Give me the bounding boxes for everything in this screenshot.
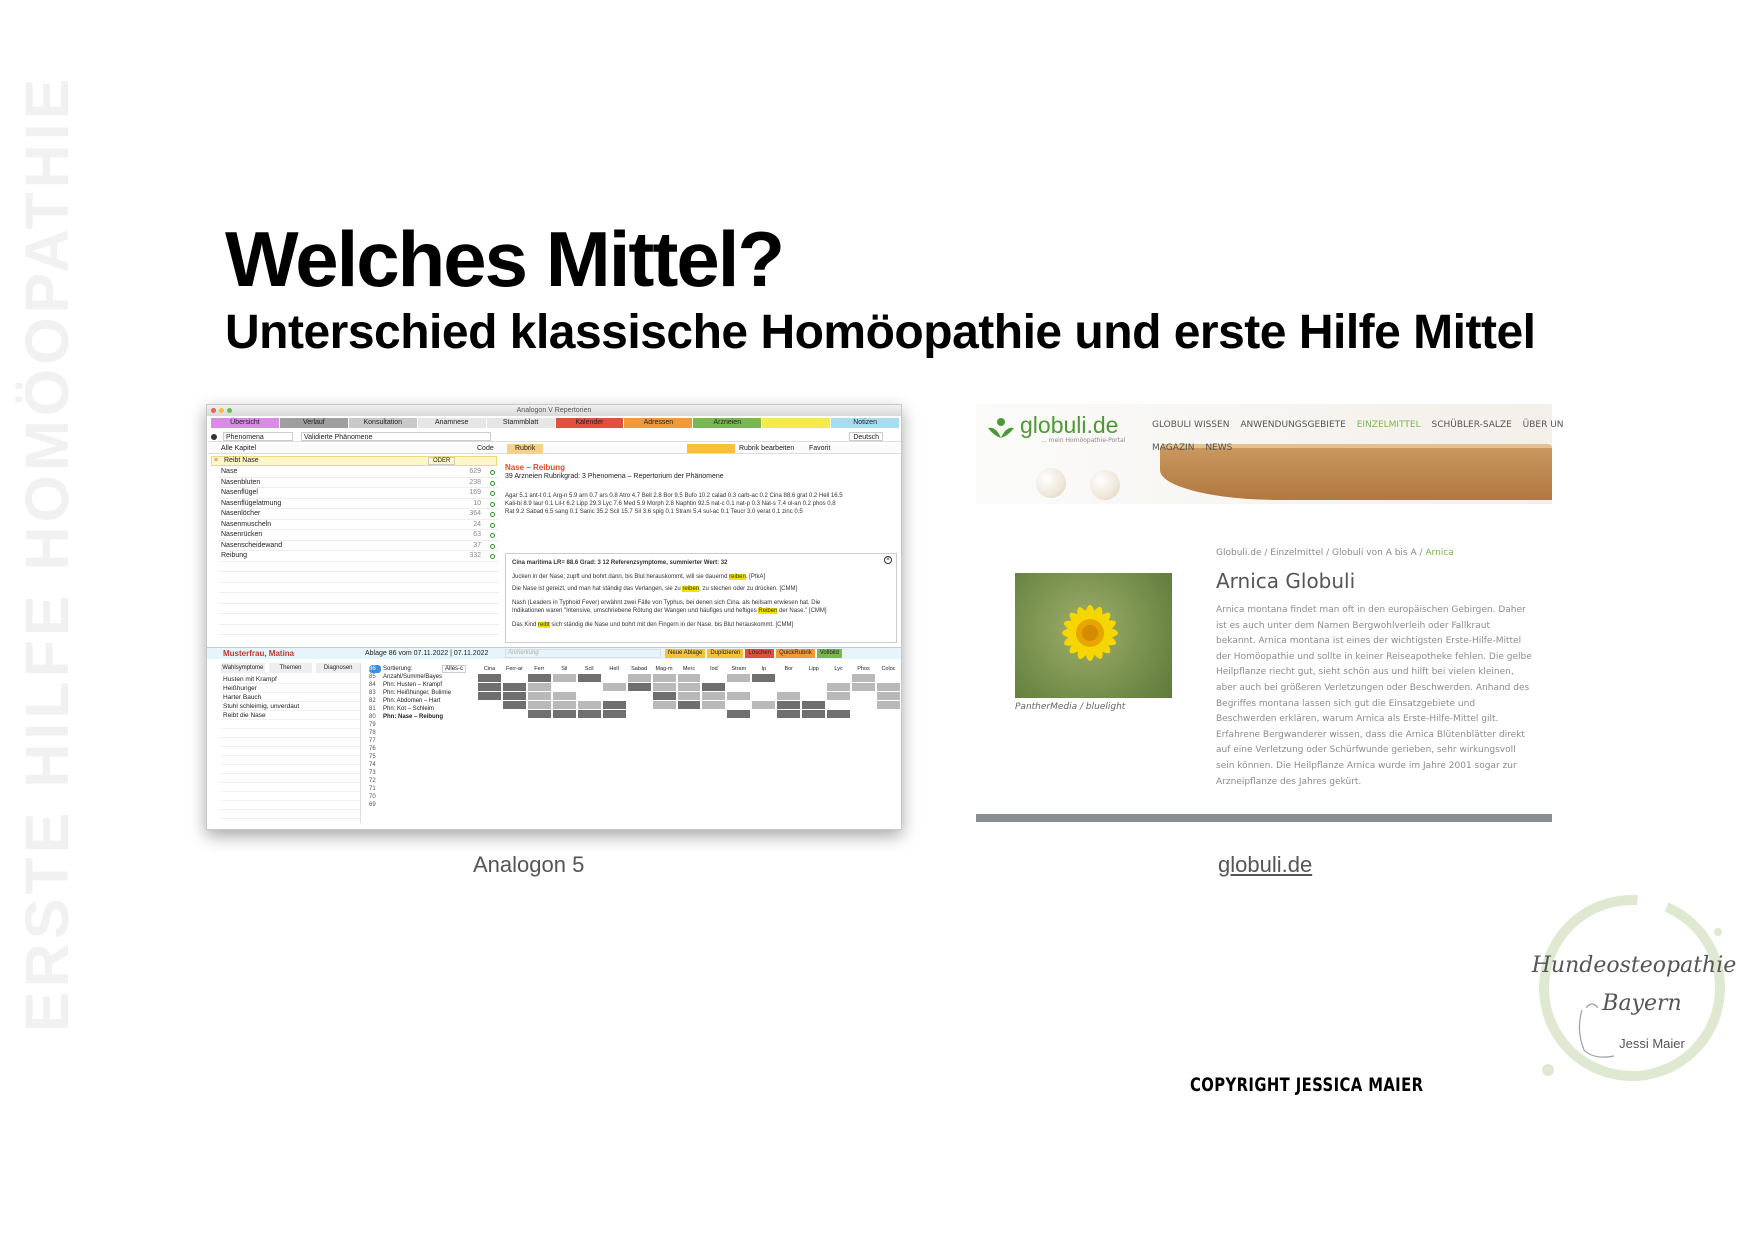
grid-cell[interactable] [877,692,900,700]
ablage-number[interactable]: 85 [369,674,376,680]
grid-cell[interactable] [877,674,900,682]
ablage-button[interactable]: QuickRubrik [776,649,815,658]
grid-cell[interactable] [578,683,601,691]
side-title: ERSTE HILFE HOMÖOPATHIE [13,74,81,1032]
grid-cell[interactable] [702,674,725,682]
grid-cell[interactable] [727,701,750,709]
grid-row [477,683,901,691]
grid-cell[interactable] [553,674,576,682]
empty-row [221,738,360,747]
rubric-label: Nasenscheidewand [221,541,283,549]
breadcrumb[interactable]: Globuli.de / Einzelmittel / Globuli von A bis A / Arnica [1216,548,1454,558]
symptom-tab[interactable]: Diagnosen [316,663,360,673]
grid-cell[interactable] [678,710,701,718]
code-button[interactable]: Code [477,445,494,452]
grid-cell[interactable] [603,674,626,682]
grid-cell[interactable] [702,710,725,718]
grid-cell[interactable] [653,674,676,682]
remedy-line: Rat 9.2 Sabad 6.5 sang 0.1 Sanic 35.2 Scil 15.7 Sil 3.6 spig 0.1 Stram 5.4 sul-ac 0.1 Teucr 3.0 verat 0.1 zinc 0.5 [505,509,803,515]
grid-cell[interactable] [852,710,875,718]
grid-cell[interactable] [827,674,850,682]
sort-select[interactable]: Alles-c [442,665,466,673]
ablage-number[interactable]: 71 [369,786,376,792]
grid-cell[interactable] [503,692,526,700]
grid-header[interactable]: Merc [682,666,696,672]
grid-cell[interactable] [777,674,800,682]
globule-image [1090,470,1120,500]
grid-cell[interactable] [752,683,775,691]
rubric-item[interactable] [219,467,499,478]
ablage-number[interactable]: 83 [369,690,376,696]
ablage-number[interactable]: 70 [369,794,376,800]
add-circle-icon[interactable] [490,533,495,538]
grid-cell[interactable] [852,692,875,700]
rubric-label: Nase [221,468,238,475]
globuli-screenshot [976,404,1564,822]
grid-row [477,710,901,718]
grid-cell[interactable] [653,710,676,718]
grid-header[interactable]: Ferr-ar [506,666,523,672]
grid-cell[interactable] [678,683,701,691]
ablage-number[interactable]: 74 [369,762,376,768]
nav-item[interactable]: GLOBULI WISSEN [1152,420,1230,430]
grid-cell[interactable] [752,674,775,682]
rubric-label: Nasenlöcher [221,510,261,517]
grid-row [477,692,901,700]
wooden-spoon-image [1160,448,1552,500]
reference-line: Jucken in der Nase; zupft und bohrt dann, bis Blut herauskommt, will sie dauernd reiben. [PtkA] [512,574,766,580]
ablage-number[interactable]: 79 [369,722,376,728]
tab-arzneien[interactable]: Arzneien [693,418,761,428]
grid-cell[interactable] [553,701,576,709]
symptom-item[interactable]: Stuhl schleimig, unverdaut [221,702,360,711]
empty-row [221,801,360,810]
page-title: Arnica Globuli [1216,569,1356,593]
grid-header[interactable]: Sabad [631,666,648,672]
grid-cell[interactable] [802,692,825,700]
rubric-title: Nase – Reibung [505,463,566,472]
nav-item[interactable]: ANWENDUNGSGEBIETE [1240,420,1346,430]
rubric-item[interactable] [219,541,499,552]
tab-übersicht[interactable]: Übersicht [211,418,279,428]
empty-row [219,583,499,594]
search-row [209,432,901,442]
grid-cell[interactable] [603,683,626,691]
grid-cell[interactable] [528,674,551,682]
reference-line: Indikationen waren "Intensive, umschriebene Rötung der Wangen und häufiges und heftiges Reiben der Nase." [CMM] [512,608,827,614]
grid-cell[interactable] [553,710,576,718]
ablage-number[interactable]: 78 [369,730,376,736]
rubric-count: 37 [473,541,481,549]
grid-cell[interactable] [553,692,576,700]
patient-name[interactable]: Musterfrau, Matina [223,649,295,658]
grid-cell[interactable] [727,710,750,718]
grid-cell[interactable] [827,692,850,700]
ablage-numbers [369,665,381,809]
grid-cell[interactable] [628,683,651,691]
ablage-number[interactable]: 72 [369,778,376,784]
remedy-line: Agar 5.1 ant-t 0.1 Arg-n 5.9 arn 0.7 ars 0.8 Atro 4.7 Bell 2.8 Bor 9.5 Bufo 10.2 calad 0.3 carb-ac 0.2 Cina 88.6 grat 0.2 Hell 16.5 [505,493,843,499]
grid-cell[interactable] [653,701,676,709]
remedy-detail-panel [505,553,897,643]
ablage-buttons [665,649,842,658]
phenomena-select[interactable]: Phenomena [223,432,293,441]
close-icon[interactable]: × [884,556,892,564]
grid-cell[interactable] [777,710,800,718]
grid-cell[interactable] [777,692,800,700]
grid-cell[interactable] [628,674,651,682]
empty-row [221,792,360,801]
grid-header[interactable]: Stram [731,666,747,672]
clear-icon[interactable]: × [214,457,219,464]
main-tabs [211,418,899,428]
grid-cell[interactable] [628,701,651,709]
add-circle-icon[interactable] [490,470,495,475]
empty-row [221,729,360,738]
sort-line: Phn: Heißhunger, Bulimie [383,690,452,696]
rubric-item[interactable] [219,520,499,531]
grid-cell[interactable] [777,683,800,691]
grid-header[interactable]: Ip [761,666,767,672]
grid-cell[interactable] [752,710,775,718]
grid-cell[interactable] [478,701,501,709]
search-term: Reibt Nase [224,457,259,464]
grid-header[interactable]: Lyc [834,666,843,672]
sort-line: Phn: Abdomen – Hart [383,698,441,704]
rubric-count: 24 [473,520,481,528]
rubric-label: Nasenmuscheln [221,520,272,528]
globule-image [1036,468,1066,498]
grid-cell[interactable] [503,701,526,709]
symptom-tab[interactable]: Wahlsymptome [222,665,264,671]
grid-cell[interactable] [777,701,800,709]
secondary-nav [1152,443,1240,453]
grid-cell[interactable] [852,683,875,691]
rubric-count: 364 [469,510,481,517]
hundeosteopathie-logo [1502,880,1747,1095]
ablage-number[interactable]: 69 [369,802,376,808]
grid-cell[interactable] [678,692,701,700]
add-circle-icon[interactable] [490,481,495,486]
ablage-button[interactable]: Vollbild [817,649,842,658]
ablage-number[interactable]: 80 [369,714,376,720]
sort-line: Phn: Husten – Krampf [383,682,443,688]
grid-cell[interactable] [478,710,501,718]
globuli-link[interactable]: globuli.de [1218,852,1313,877]
add-circle-icon[interactable] [490,544,495,549]
grid-header[interactable]: Cina [483,666,496,672]
rubric-info: 39 Arzneien Rubrikgrad: 3 Phenomena – Repertorium der Phänomene [505,473,724,480]
add-circle-icon[interactable] [490,502,495,507]
empty-row [219,593,499,604]
add-circle-icon[interactable] [490,512,495,517]
grid-cell[interactable] [528,710,551,718]
rubric-label: Nasenbluten [221,478,261,486]
site-logo[interactable]: globuli.de [1020,412,1119,438]
gear-icon[interactable] [211,434,217,440]
rubric-item[interactable] [219,488,499,499]
empty-row [219,562,499,573]
symptom-item[interactable]: Harter Bauch [221,693,360,702]
grid-cell[interactable] [802,701,825,709]
article-body: Arnica montana findet man oft in den europäischen Gebirgen. Daher ist es auch unter dem Namen Bergwohlverleih oder Fallkraut bekannt. Arnica montana ist eines der wichtigsten Erste-Hilfe-Mittel der Homöopathie und sollte in keiner Reiseapotheke fehlen. Die gelbe Heilpflanze riecht gut, sieht schön aus und hilft bei vielen kleinen, aber auch bei größeren Verletzungen oder Beschwerden. Anhand des Begriffes montana lassen sich gut die Einsatzgebiete und Beschwerden erklären, warum Arnica als Erste-Hilfe-Mittel gilt. Erfahrene Bergwanderer wissen, dass die Arnica Blütenblätter direkt auf eine Verletzung oder Schürfwunde gerieben, sehr wirkungsvoll sein können. Die Heilpflanze Arnica wurde im Jahre 2001 sogar zur Arzneipflanze des Jahres gekürt. [1216,605,1532,787]
ablage-number[interactable]: 75 [369,754,376,760]
sort-line: Phn: Kot – Schleim [383,706,435,712]
favorit-button[interactable]: Favorit [809,445,831,452]
ablage-info: Ablage 86 vom 07.11.2022 | 07.11.2022 [365,650,489,657]
rubric-count: 169 [469,489,481,496]
minimize-dot-icon[interactable] [219,408,224,413]
language-select[interactable]: Deutsch [849,432,883,441]
tab-blank[interactable] [762,418,830,428]
grid-cell[interactable] [802,710,825,718]
empty-row [221,783,360,792]
rubric-count: 629 [469,468,481,475]
rubric-count: 10 [473,499,481,507]
rubric-label: Nasenflügelatmung [221,499,282,507]
nav-item-active[interactable]: EINZELMITTEL [1356,420,1421,430]
site-header [976,404,1564,504]
grid-cell[interactable] [553,683,576,691]
chapter-row [209,444,901,454]
grid-cell[interactable] [678,674,701,682]
grid-header[interactable]: Coloc [881,666,896,672]
anmerkung-input[interactable]: Anmerkung [505,649,661,658]
tab-notizen[interactable]: Notizen [831,418,899,428]
grid-cell[interactable] [852,674,875,682]
symptom-item[interactable]: Heißhunger [221,684,360,693]
grid-header[interactable]: Sil [561,666,568,672]
grid-cell[interactable] [603,692,626,700]
grid-cell[interactable] [503,674,526,682]
sort-label: Sortierung: [383,666,413,672]
grid-header[interactable]: Iod [710,666,718,672]
analogon-screenshot [206,404,902,830]
tab-kalender[interactable]: Kalender [556,418,624,428]
grid-cell[interactable] [802,674,825,682]
tab-anamnese[interactable]: Anamnese [418,418,486,428]
add-circle-icon[interactable] [490,554,495,559]
nav-item[interactable]: SCHÜBLER-SALZE [1431,420,1512,430]
empty-row [219,625,499,636]
grid-header[interactable]: Bor [784,666,793,672]
grid-cell[interactable] [678,701,701,709]
sort-column [383,665,473,721]
rubric-item[interactable] [219,499,499,510]
ablage-number[interactable]: 86 [369,665,381,673]
grid-cell[interactable] [528,701,551,709]
grid-cell[interactable] [628,692,651,700]
grid-cell[interactable] [578,710,601,718]
logo-line1: Hundeosteopathie [1531,953,1737,978]
grid-cell[interactable] [827,683,850,691]
window-title: Analogon V Repertorien [516,407,592,414]
symptom-tab[interactable]: Themen [269,663,313,673]
symptom-list [221,663,361,823]
grid-cell[interactable] [478,674,501,682]
reference-line: Das Kind reibt sich ständig die Nase und bohrt mit den Fingern in der Nase, bis Blut herauskommt. [CMM] [512,622,794,628]
grid-header[interactable]: Lipp [808,666,819,672]
grid-cell[interactable] [852,701,875,709]
grid-cell[interactable] [578,701,601,709]
logo-line2: Bayern [1602,991,1682,1016]
tab-verlauf[interactable]: Verlauf [280,418,348,428]
window-title-bar [207,405,901,416]
grid-cell[interactable] [877,683,900,691]
sort-line: Anzahl/Summe/Bayes [383,674,443,680]
grid-cell[interactable] [503,683,526,691]
add-circle-icon[interactable] [490,523,495,528]
grid-row [477,674,901,682]
maximize-dot-icon[interactable] [227,408,232,413]
grid-cell[interactable] [752,692,775,700]
grid-header[interactable]: Ferr [534,666,545,672]
grid-cell[interactable] [727,683,750,691]
ablage-number[interactable]: 84 [369,682,376,688]
rubric-item[interactable] [219,530,499,541]
sort-line: Phn: Nase – Reibung [383,714,444,720]
close-dot-icon[interactable] [211,408,216,413]
rubric-label: Nasenflügel [221,489,258,496]
grid-cell[interactable] [528,692,551,700]
ablage-number[interactable]: 82 [369,698,376,704]
photo-credit: PantherMedia / bluelight [1015,702,1126,712]
scrollbar[interactable] [976,814,1552,822]
grid-cell[interactable] [752,701,775,709]
phenomena-filter-select[interactable]: Validierte Phänomene [301,432,491,441]
repertorisation-grid [477,665,901,735]
grid-cell[interactable] [727,674,750,682]
empty-row [221,756,360,765]
grid-cell[interactable] [578,674,601,682]
grid-cell[interactable] [802,683,825,691]
rubrik-edit-button[interactable]: Rubrik bearbeiten [739,445,795,452]
grid-cell[interactable] [827,710,850,718]
ablage-number[interactable]: 81 [369,706,376,712]
nav-item[interactable]: ÜBER UN [1522,420,1564,430]
rubrik-button[interactable]: Rubrik [507,444,543,454]
grid-row [477,701,901,709]
symptom-item[interactable]: Husten mit Krampf [221,675,360,684]
empty-row [219,572,499,583]
copyright: COPYRIGHT JESSICA MAIER [1190,1074,1424,1096]
remedy-line: Kali-bi 8.9 laur 0.1 Lil-t 6.2 Lipp 29.3 Lyc 7.6 Med 5.9 Morph 2.8 Naphtin 92.5 nat-c 0.1 nat-p 0.3 Nat-s 7.4 ol-an 0.2 phos 0.8 [505,501,836,507]
grid-cell[interactable] [528,683,551,691]
ablage-number[interactable]: 77 [369,738,376,744]
empty-row [221,774,360,783]
grid-cell[interactable] [603,710,626,718]
empty-row [219,614,499,625]
slide-title: Welches Mittel? [225,215,784,303]
grid-cell[interactable] [478,683,501,691]
analogon-caption: Analogon 5 [473,852,585,877]
rubric-item[interactable] [219,551,499,562]
main-nav [1152,420,1572,430]
grid-cell[interactable] [827,701,850,709]
grid-header[interactable]: Mag-m [655,666,673,672]
symptom-item[interactable]: Reibt die Nase [221,711,360,720]
grid-cell[interactable] [702,701,725,709]
ablage-number[interactable]: 73 [369,770,376,776]
highlight-button[interactable] [687,444,735,453]
empty-row [221,765,360,774]
rubric-count: 63 [473,531,481,538]
ablage-button[interactable]: Löschen [745,649,774,658]
rubric-label: Reibung [221,552,248,559]
tab-adressen[interactable]: Adressen [624,418,692,428]
ablage-button[interactable]: Neue Ablage [665,649,705,658]
slide-subtitle: Unterschied klassische Homöopathie und erste Hilfe Mittel [225,306,1536,359]
grid-cell[interactable] [653,692,676,700]
grid-cell[interactable] [702,692,725,700]
grid-cell[interactable] [877,701,900,709]
arnica-flower-image [1015,573,1172,698]
rubric-list [219,467,499,635]
chapter-select[interactable]: Alle Kapitel [221,445,257,452]
grid-cell[interactable] [727,692,750,700]
rubric-label: Nasenrücken [221,531,263,538]
grid-cell[interactable] [578,692,601,700]
empty-row [221,720,360,729]
grid-cell[interactable] [503,710,526,718]
empty-row [221,747,360,756]
grid-cell[interactable] [653,683,676,691]
grid-cell[interactable] [702,683,725,691]
rubric-item[interactable] [219,509,499,520]
reference-line: Die Nase ist gereizt, und man hat ständig das Verlangen, sie zu reiben, zu stechen oder zu drücken. [CMM] [512,586,798,592]
grid-cell[interactable] [478,692,501,700]
reference-line: Nash (Leaders in Typhoid Fever) erwähnt zwei Fälle von Typhus, bei denen sich Cina. als heilsam erwiesen hat. Die [512,600,821,606]
grid-header[interactable]: Scil [584,666,594,672]
search-term-row[interactable] [211,456,497,466]
grid-cell[interactable] [877,710,900,718]
tab-konsultation[interactable]: Konsultation [349,418,417,428]
grid-cell[interactable] [603,701,626,709]
empty-row [219,604,499,615]
grid-cell[interactable] [628,710,651,718]
remedy-detail-header: Cina maritima LR= 88.6 Grad: 3 12 Referenzsymptome, summierter Wert: 32 [512,560,728,566]
rubric-count: 332 [469,552,481,559]
rubric-item[interactable] [219,478,499,489]
logo-line3: Jessi Maier [1619,1036,1685,1051]
rubric-count: 238 [469,478,481,486]
oder-button[interactable]: ODER [428,457,455,465]
leaf-logo-icon [986,414,1016,440]
ablage-number[interactable]: 76 [369,746,376,752]
ablage-button[interactable]: Duplizieren [707,649,743,658]
grid-header[interactable]: Phos [857,666,870,672]
add-circle-icon[interactable] [490,491,495,496]
empty-row [221,810,360,819]
nav-item[interactable]: NEWS [1205,443,1233,453]
nav-item[interactable]: MAGAZIN [1152,443,1195,453]
grid-header[interactable]: Hell [609,666,619,672]
site-tagline: ... mein Homöopathie-Portal [1041,437,1126,444]
tab-stammblatt[interactable]: Stammblatt [487,418,555,428]
